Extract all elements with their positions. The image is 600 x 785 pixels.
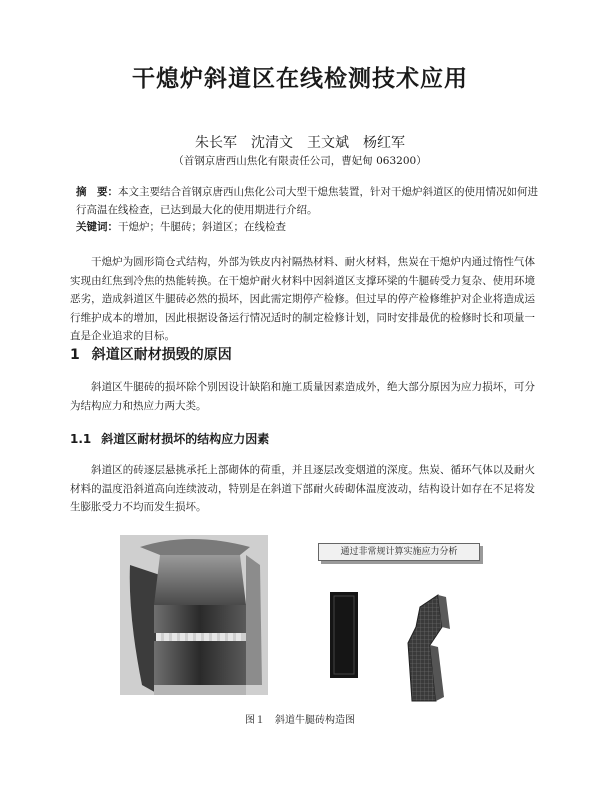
abstract-label: 摘 要： [76,186,118,198]
abstract-text: 本文主要结合首钢京唐西山焦化公司大型干熄焦装置，针对干熄炉斜道区的使用情况如何进行高温在线检查，已达到最大化的使用期进行介绍。 [76,186,538,216]
section-1-title: 斜道区耐材损毁的原因 [91,347,232,363]
section-1-number: 1 [70,347,80,363]
stress-analysis-figure [312,535,482,715]
paper-title: 干熄炉斜道区在线检测技术应用 [132,66,468,92]
section-1-1-paragraph: 斜道区的砖逐层悬挑承托上部砌体的荷重，并且逐层改变烟道的深度。焦炭、循环气体以及耐火材料的温度沿斜道高向连续波动，特别是在斜道下部耐火砖砌体温度波动，结构设计如存在不足将发生膨胀受力不均而发生损坏。 [70,464,535,513]
keywords-label: 关键词： [76,221,118,233]
figure-caption: 图１ 斜道牛腿砖构造图 [245,715,355,726]
furnace-cutaway-figure [120,535,268,695]
section-1-1-number: 1.1 [70,432,92,446]
keywords-text: 干熄炉；牛腿砖；斜道区；在线检查 [118,221,286,233]
stress-analysis-banner: 通过非常规计算实施应力分析 [318,543,480,561]
section-1-paragraph: 斜道区牛腿砖的损坏除个别因设计缺陷和施工质量因素造成外，绝大部分原因为应力损坏，可分为结构应力和热应力两大类。 [70,381,535,412]
furnace-cutaway-illustration [120,535,268,695]
brick-model-illustration [312,535,482,715]
section-1-1-heading [70,430,269,447]
abstract [76,183,538,219]
section-1-heading [70,344,232,364]
intro-paragraph: 干熄炉为圆形筒仓式结构，外部为铁皮内衬隔热材料、耐火材料，焦炭在干熄炉内通过惰性气体实现由红焦到冷焦的热能转换。在干熄炉耐火材料中因斜道区支撑环梁的牛腿砖受力复杂、使用环境恶劣，造成斜道区牛腿砖必然的损坏，因此需定期停产检修。但过早的停产检修维护对企业将造成运行维护成本的增加，因此根据设备运行情况适时的制定检修计划，同时安排最优的检修时长和项量一直是企业追求的目标。 [70,256,535,342]
section-1-1-title: 斜道区耐材损坏的结构应力因素 [101,432,270,446]
keywords [76,218,538,236]
affiliation: （首钢京唐西山焦化有限责任公司，曹妃甸 063200） [173,155,427,167]
author-list: 朱长军 沈清文 王文斌 杨红军 [195,135,405,151]
